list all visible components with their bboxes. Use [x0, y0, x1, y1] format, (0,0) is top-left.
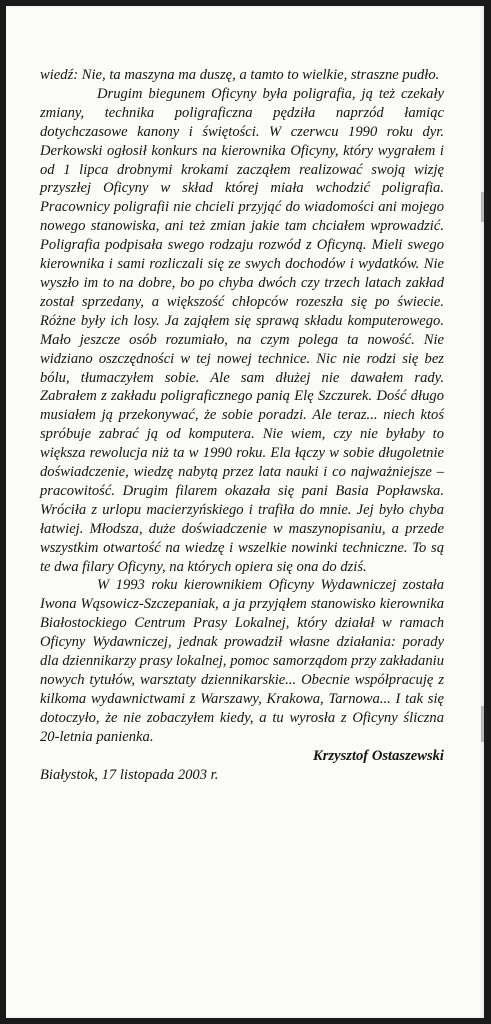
author-signature: Krzysztof Ostaszewski	[313, 747, 444, 764]
paragraph-continuation: wiedź: Nie, ta maszyna ma duszę, a tamto to wielkie, straszne pudło.	[40, 67, 440, 83]
binding-crease-bottom	[481, 706, 484, 742]
binding-crease-top	[481, 192, 484, 222]
document-body	[40, 66, 444, 784]
paragraph-poligrafia: Drugim biegunem Oficyny była poligrafia, ją też czekały zmiany, technika poligraficzna pędziła naprzód łamiąc dotychczasowe kanony i świętości. W czerwcu 1990 roku dyr. Derkowski ogłosił konkurs na kierownika Oficyny, który wygrałem i od 1 lipca drobnymi krokami zacząłem realizować swoją wizję przyszłej Oficyny w skład której miała wchodzić poligrafia. Pracownicy poligrafii nie chcieli przyjąć do wiadomości ani mojego nowego stanowiska, ani też zmian jakie tam chciałem wprowadzić. Poligrafia podpisała swego rodzaju rozwód z Oficyną. Mieli swego kierownika i sami rozliczali się ze swych dochodów i wydatków. Nie wyszło im to na dobre, bo po chyba dwóch czy trzech latach zakład został sprzedany, a większość chłopców rozeszła się po świecie. Różne były ich losy. Ja zająłem się sprawą składu komputerowego. Mało jeszcze osób rozumiało, na czym polega ta nowość. Nie widziano oszczędności w tej nowej technice. Nic nie rodzi się bez bólu, tłumaczyłem sobie. Ale sam dłużej nie dawałem rady. Zabrałem z zakładu poligraficznego panią Elę Szczurek. Dość długo musiałem ją przekonywać, że sobie poradzi. Ale teraz... niech ktoś spróbuje zabrać ją od komputera. Nie wiem, czy nie byłaby to większa rewolucja niż ta w 1990 roku. Ela łączy w sobie długoletnie doświadczenie, wiedzę nabytą przez lata nauki i co najważniejsze – pracowitość. Drugim filarem okazała się pani Basia Popławska. Wróciła z urlopu macierzyńskiego i trafiła do mnie. Jej było chyba łatwiej. Młodsza, duże doświadczenie w maszynopisaniu, a przede wszystkim otwartość na wiedzę i wszelkie nowinki techniczne. To są te dwa filary Oficyny, na których opiera się ona do dziś.	[40, 85, 444, 575]
place-and-date: Białystok, 17 listopada 2003 r.	[40, 766, 219, 783]
paragraph-1993: W 1993 roku kierownikiem Oficyny Wydawniczej została Iwona Wąsowicz-Szczepaniak, a ja przyjąłem stanowisko kierownika Białostockiego Centrum Prasy Lokalnej, który działał w ramach Oficyny Wydawniczej, jednak prowadził własne działania: porady dla dziennikarzy prasy lokalnej, pomoc samorządom przy zakładaniu nowych tytułów, warsztaty dziennikarskie... Obecnie współpracuję z kilkoma wydawnictwami z Warszawy, Krakowa, Tarnowa... I tak się dotoczyło, że nie zobaczyłem kiedy, a tu wyrosła z Oficyny śliczna 20-letnia panienka.	[40, 577, 444, 745]
